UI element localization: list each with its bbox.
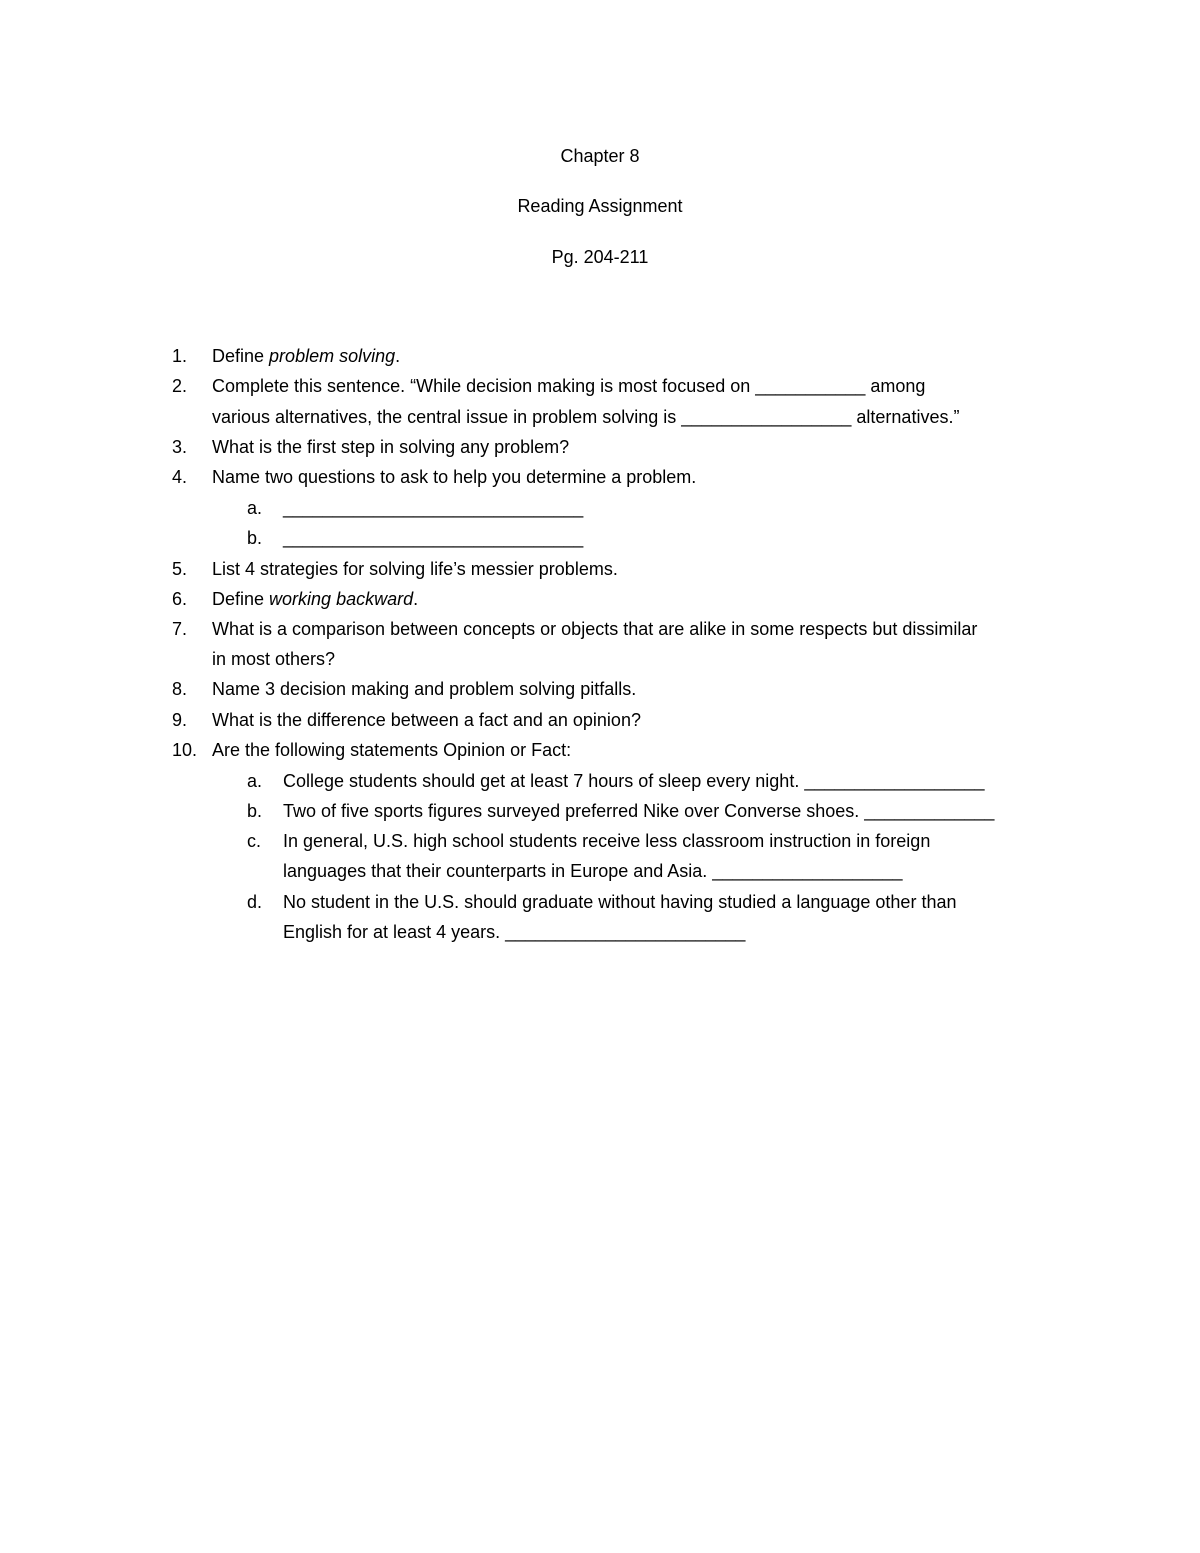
question-text: List 4 strategies for solving life’s messier problems. — [212, 559, 618, 579]
sub-letter: b. — [247, 528, 263, 548]
answer-blank: ______________________________ — [283, 528, 584, 548]
question-text-line-1: What is a comparison between concepts or objects that are alike in some respects but dissimilar — [212, 619, 978, 639]
page-range: Pg. 204-211 — [551, 247, 649, 267]
question-number: 4. — [172, 467, 188, 487]
term-italic: problem solving — [269, 346, 396, 366]
statement-text-line-2: languages that their counterparts in Europe and Asia. ___________________ — [283, 861, 903, 881]
statement-text-line-1: In general, U.S. high school students receive less classroom instruction in foreign — [283, 831, 931, 851]
question-text: Name two questions to ask to help you determine a problem. — [212, 467, 697, 487]
question-number: 3. — [172, 437, 188, 457]
statement-text-line-1: No student in the U.S. should graduate without having studied a language other than — [283, 892, 957, 912]
question-number: 2. — [172, 376, 188, 396]
chapter-title: Chapter 8 — [560, 146, 640, 166]
question-text-line-2: in most others? — [212, 649, 336, 669]
question-text-line-2: various alternatives, the central issue in problem solving is _________________ alternatives.” — [212, 407, 960, 427]
assignment-subtitle: Reading Assignment — [517, 196, 683, 216]
question-number: 9. — [172, 710, 188, 730]
sub-letter: a. — [247, 498, 263, 518]
question-text: Are the following statements Opinion or Fact: — [212, 740, 572, 760]
question-text: Name 3 decision making and problem solving pitfalls. — [212, 679, 637, 699]
question-text: Define problem solving. — [212, 346, 401, 366]
question-number: 1. — [172, 346, 188, 366]
question-text: What is the first step in solving any problem? — [212, 437, 570, 457]
question-number: 8. — [172, 679, 188, 699]
sub-letter: d. — [247, 892, 263, 912]
question-number: 10. — [172, 740, 198, 760]
question-text: Define working backward. — [212, 589, 419, 609]
question-text: What is the difference between a fact and an opinion? — [212, 710, 641, 730]
sub-letter: b. — [247, 801, 263, 821]
statement-text: College students should get at least 7 hours of sleep every night. __________________ — [283, 771, 985, 791]
question-number: 5. — [172, 559, 188, 579]
term-italic: working backward — [269, 589, 414, 609]
statement-text: Two of five sports figures surveyed preferred Nike over Converse shoes. _____________ — [283, 801, 995, 821]
question-text-line-1: Complete this sentence. “While decision making is most focused on ___________ among — [212, 376, 926, 396]
answer-blank: ______________________________ — [283, 498, 584, 518]
sub-letter: c. — [247, 831, 262, 851]
question-number: 7. — [172, 619, 188, 639]
sub-letter: a. — [247, 771, 263, 791]
statement-text-line-2: English for at least 4 years. ________________________ — [283, 922, 746, 942]
question-number: 6. — [172, 589, 188, 609]
